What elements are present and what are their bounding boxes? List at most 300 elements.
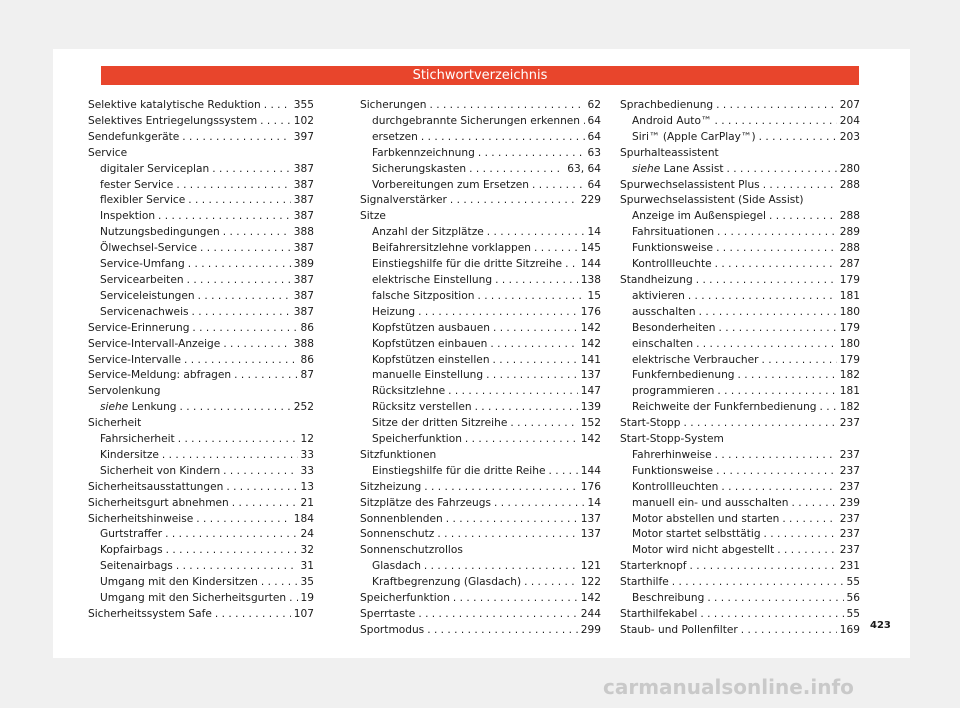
index-subentry xyxy=(620,496,860,512)
leader-dots xyxy=(715,257,837,273)
entry-page: 64 xyxy=(587,114,601,127)
leader-dots xyxy=(188,257,291,273)
index-heading: Service xyxy=(88,146,128,159)
index-entry xyxy=(88,337,314,353)
index-subentry xyxy=(620,289,860,305)
index-subentry xyxy=(360,416,601,432)
entry-page: 288 xyxy=(839,242,860,255)
index-entry xyxy=(88,130,314,146)
index-subentry xyxy=(620,337,860,353)
entry-label: durchgebrannte Sicherungen erkennen xyxy=(372,114,581,127)
index-subentry xyxy=(360,353,601,369)
entry-page: 397 xyxy=(293,130,314,143)
leader-dots xyxy=(699,305,837,321)
index-heading: Start-Stopp-System xyxy=(620,433,724,446)
entry-label: Sicherheitssystem Safe xyxy=(88,608,212,620)
leader-dots xyxy=(478,146,585,162)
entry-page: 21 xyxy=(300,496,314,509)
entry-page: 55 xyxy=(846,608,860,620)
index-subentry xyxy=(360,384,601,400)
leader-dots xyxy=(418,607,577,623)
entry-page: 231 xyxy=(839,560,860,573)
entry-page: 204 xyxy=(839,114,860,127)
leader-dots xyxy=(477,289,584,305)
entry-label: Servicearbeiten xyxy=(100,273,184,286)
leader-dots xyxy=(166,543,298,559)
entry-label: Fahrerhinweise xyxy=(632,448,712,461)
entry-page: 387 xyxy=(293,305,314,318)
leader-dots xyxy=(184,353,298,369)
entry-page: 14 xyxy=(587,496,601,509)
entry-label: Kraftbegrenzung (Glasdach) xyxy=(372,576,522,589)
leader-dots xyxy=(188,193,290,209)
leader-dots xyxy=(565,257,578,273)
leader-dots xyxy=(583,114,584,130)
index-subentry xyxy=(620,480,860,496)
entry-label: flexibler Service xyxy=(100,194,186,207)
index-subentry xyxy=(88,225,314,241)
entry-page: 237 xyxy=(839,544,860,557)
entry-page: 32 xyxy=(300,544,314,557)
index-subentry xyxy=(88,559,314,575)
entry-page: 237 xyxy=(839,417,860,430)
entry-label: digitaler Serviceplan xyxy=(100,162,210,175)
entry-label: Heizung xyxy=(372,305,416,318)
leader-dots xyxy=(469,162,564,178)
index-subentry xyxy=(360,241,601,257)
index-heading: Servolenkung xyxy=(88,385,161,398)
index-subentry xyxy=(360,464,601,480)
leader-dots xyxy=(490,337,577,353)
index-subentry xyxy=(620,353,860,369)
entry-label: manuell ein- und ausschalten xyxy=(632,496,789,509)
leader-dots xyxy=(716,98,837,114)
leader-dots xyxy=(493,353,578,369)
leader-dots xyxy=(486,368,578,384)
leader-dots xyxy=(223,225,291,241)
entry-label: Signalverstärker xyxy=(360,194,447,207)
index-entry xyxy=(620,623,860,639)
entry-label: Ölwechsel-Service xyxy=(100,242,197,255)
index-subentry xyxy=(620,241,860,257)
entry-page: 387 xyxy=(293,194,314,207)
entry-label: Service-Intervalle xyxy=(88,353,182,366)
leader-dots xyxy=(716,241,837,257)
entry-page: 289 xyxy=(839,226,860,239)
entry-label: Motor abstellen und starten xyxy=(632,512,780,525)
entry-label: Funkfernbedienung xyxy=(632,369,735,382)
leader-dots xyxy=(453,591,578,607)
leader-dots xyxy=(200,241,291,257)
entry-label: Selektives Entriegelungssystem xyxy=(88,114,258,127)
entry-page: 147 xyxy=(580,385,601,398)
entry-label: Sitzheizung xyxy=(360,480,422,493)
leader-dots xyxy=(762,353,837,369)
entry-page: 145 xyxy=(580,242,601,255)
entry-page: 121 xyxy=(580,560,601,573)
entry-page: 64 xyxy=(587,130,601,143)
entry-page: 142 xyxy=(580,592,601,605)
entry-label: Sitzplätze des Fahrzeugs xyxy=(360,496,491,509)
entry-page: 144 xyxy=(580,464,601,477)
index-subentry xyxy=(620,321,860,337)
entry-page: 142 xyxy=(580,433,601,446)
index-subentry xyxy=(88,448,314,464)
entry-label: Sonnenblenden xyxy=(360,512,443,525)
leader-dots xyxy=(707,591,843,607)
entry-prefix: siehe xyxy=(100,401,129,414)
entry-page: 19 xyxy=(300,592,314,605)
index-entry xyxy=(620,559,860,575)
entry-prefix: siehe xyxy=(632,162,661,175)
entry-label: Anzeige im Außenspiegel xyxy=(632,210,766,223)
entry-page: 244 xyxy=(580,608,601,620)
index-entry xyxy=(360,512,601,528)
section-header: Stichwortverzeichnis xyxy=(101,66,859,85)
leader-dots xyxy=(289,591,297,607)
index-entry xyxy=(88,321,314,337)
index-subentry xyxy=(88,273,314,289)
entry-label: Reichweite der Funkfernbedienung xyxy=(632,401,817,414)
entry-label: Starthilfe xyxy=(620,576,669,589)
leader-dots xyxy=(727,162,837,178)
entry-label: elektrische Einstellung xyxy=(372,273,493,286)
entry-page: 33 xyxy=(300,464,314,477)
entry-page: 181 xyxy=(839,385,860,398)
entry-label: Einstiegshilfe für die dritte Sitzreihe xyxy=(372,258,563,271)
entry-label: falsche Sitzposition xyxy=(372,289,475,302)
index-subentry xyxy=(620,448,860,464)
entry-label: Standheizung xyxy=(620,273,693,286)
entry-label: Sicherheit von Kindern xyxy=(100,464,221,477)
index-subentry xyxy=(88,464,314,480)
entry-page: 389 xyxy=(293,258,314,271)
leader-dots xyxy=(465,432,578,448)
index-subentry xyxy=(620,591,860,607)
leader-dots xyxy=(450,193,578,209)
index-subentry xyxy=(88,193,314,209)
index-heading: Sitze xyxy=(360,210,386,223)
index-entry xyxy=(360,623,601,639)
entry-label: Sitze der dritten Sitzreihe xyxy=(372,417,508,430)
entry-page: 237 xyxy=(839,512,860,525)
leader-dots xyxy=(196,512,290,528)
entry-page: 144 xyxy=(580,258,601,271)
entry-label: ausschalten xyxy=(632,305,696,318)
index-subentry xyxy=(620,114,860,130)
entry-label: Rücksitz verstellen xyxy=(372,401,472,414)
index-subentry xyxy=(360,225,601,241)
leader-dots xyxy=(715,448,837,464)
index-subentry xyxy=(620,527,860,543)
entry-label: Glasdach xyxy=(372,560,421,573)
entry-page: 179 xyxy=(839,321,860,334)
index-subentry xyxy=(360,559,601,575)
page-number: 423 xyxy=(870,620,891,631)
entry-page: 180 xyxy=(839,305,860,318)
index-heading: Spurwechselassistent (Side Assist) xyxy=(620,194,804,207)
index-subentry xyxy=(88,209,314,225)
leader-dots xyxy=(696,273,837,289)
index-entry xyxy=(88,353,314,369)
entry-page: 388 xyxy=(293,337,314,350)
entry-label: Beifahrersitzlehne vorklappen xyxy=(372,242,531,255)
leader-dots xyxy=(715,114,837,130)
index-subentry xyxy=(360,575,601,591)
entry-label: Sprachbedienung xyxy=(620,99,714,111)
entry-page: 287 xyxy=(839,258,860,271)
leader-dots xyxy=(763,178,837,194)
entry-label: Umgang mit den Kindersitzen xyxy=(100,576,258,589)
entry-page: 56 xyxy=(846,592,860,605)
index-subentry xyxy=(620,162,860,178)
index-entry xyxy=(620,607,860,623)
entry-page: 288 xyxy=(839,178,860,191)
leader-dots xyxy=(759,130,837,146)
index-subentry xyxy=(360,178,601,194)
entry-page: 31 xyxy=(300,560,314,573)
leader-dots xyxy=(446,512,578,528)
entry-label: Service-Meldung: abfragen xyxy=(88,369,232,382)
index-subentry xyxy=(88,543,314,559)
index-entry xyxy=(620,416,860,432)
entry-page: 141 xyxy=(580,353,601,366)
index-entry xyxy=(88,98,314,114)
leader-dots xyxy=(215,607,291,623)
leader-dots xyxy=(782,512,836,528)
watermark: carmanualsonline.info xyxy=(603,675,854,699)
leader-dots xyxy=(721,480,836,496)
leader-dots xyxy=(226,480,297,496)
leader-dots xyxy=(510,416,577,432)
index-subentry xyxy=(360,114,601,130)
leader-dots xyxy=(820,400,837,416)
entry-label: Vorbereitungen zum Ersetzen xyxy=(372,178,529,191)
leader-dots xyxy=(212,162,291,178)
entry-page: 137 xyxy=(580,369,601,382)
index-heading: Sonnenschutzrollos xyxy=(360,544,463,557)
entry-label: Kindersitze xyxy=(100,448,159,461)
index-subentry xyxy=(620,543,860,559)
index-subentry xyxy=(360,321,601,337)
index-column-3 xyxy=(620,98,860,639)
index-column-2 xyxy=(360,98,601,639)
index-subentry xyxy=(360,400,601,416)
entry-label: Sicherheitshinweise xyxy=(88,512,194,525)
index-subentry xyxy=(88,400,314,416)
entry-page: 122 xyxy=(580,576,601,589)
entry-label xyxy=(632,162,724,178)
entry-label: Kopfstützen ausbauen xyxy=(372,321,490,334)
index-entry xyxy=(88,512,314,528)
entry-page: 237 xyxy=(839,448,860,461)
entry-page: 176 xyxy=(580,480,601,493)
leader-dots xyxy=(696,337,837,353)
entry-label: aktivieren xyxy=(632,289,685,302)
index-heading: Sicherheit xyxy=(88,417,142,430)
index-entry xyxy=(88,368,314,384)
index-entry xyxy=(360,591,601,607)
leader-dots xyxy=(437,527,577,543)
leader-dots xyxy=(264,98,291,114)
entry-label: Seitenairbags xyxy=(100,560,173,573)
entry-label: Funktionsweise xyxy=(632,464,714,477)
index-subentry xyxy=(88,162,314,178)
entry-label: Kontrollleuchten xyxy=(632,480,719,493)
entry-page: 63 xyxy=(587,146,601,159)
index-subentry xyxy=(620,384,860,400)
leader-dots xyxy=(261,575,298,591)
leader-dots xyxy=(180,400,291,416)
entry-page: 142 xyxy=(580,321,601,334)
entry-page: 299 xyxy=(580,623,601,636)
index-subentry xyxy=(620,305,860,321)
index-subentry xyxy=(88,432,314,448)
leader-dots xyxy=(532,178,585,194)
index-subentry xyxy=(360,289,601,305)
index-subentry xyxy=(88,591,314,607)
entry-label: Service-Erinnerung xyxy=(88,321,190,334)
entry-label: Android Auto™ xyxy=(632,114,712,127)
index-subentry xyxy=(88,527,314,543)
leader-dots xyxy=(424,559,578,575)
leader-dots xyxy=(223,337,290,353)
index-subentry xyxy=(360,305,601,321)
leader-dots xyxy=(260,114,291,130)
entry-label: Fahrsicherheit xyxy=(100,433,175,446)
index-entry xyxy=(88,607,314,623)
index-subentry xyxy=(360,432,601,448)
leader-dots xyxy=(418,305,578,321)
entry-label: Anzahl der Sitzplätze xyxy=(372,226,484,239)
entry-page: 138 xyxy=(580,273,601,286)
index-subentry xyxy=(360,130,601,146)
entry-page: 237 xyxy=(839,528,860,541)
entry-label: Kopfairbags xyxy=(100,544,163,557)
entry-page: 182 xyxy=(839,369,860,382)
entry-page: 86 xyxy=(300,353,314,366)
index-entry xyxy=(620,273,860,289)
index-entry xyxy=(360,496,601,512)
entry-page: 152 xyxy=(580,417,601,430)
index-subentry xyxy=(620,209,860,225)
entry-label: einschalten xyxy=(632,337,694,350)
entry-label: elektrische Verbraucher xyxy=(632,353,759,366)
entry-page: 24 xyxy=(300,528,314,541)
entry-label: manuelle Einstellung xyxy=(372,369,484,382)
entry-label: Kopfstützen einstellen xyxy=(372,353,490,366)
entry-page: 64 xyxy=(587,178,601,191)
leader-dots xyxy=(769,209,837,225)
leader-dots xyxy=(165,527,297,543)
entry-label: Funktionsweise xyxy=(632,242,714,255)
entry-page: 180 xyxy=(839,337,860,350)
entry-page: 179 xyxy=(839,273,860,286)
index-entry xyxy=(88,496,314,512)
entry-page: 252 xyxy=(293,401,314,414)
entry-label: Serviceleistungen xyxy=(100,289,195,302)
index-heading: Spurhalteassistent xyxy=(620,146,719,159)
entry-page: 55 xyxy=(846,576,860,589)
index-column-1 xyxy=(88,98,314,623)
leader-dots xyxy=(718,321,836,337)
index-entry xyxy=(620,98,860,114)
leader-dots xyxy=(187,273,291,289)
leader-dots xyxy=(192,321,297,337)
entry-page: 239 xyxy=(839,496,860,509)
entry-label-text: Lenkung xyxy=(131,401,177,414)
entry-page: 387 xyxy=(293,242,314,255)
entry-label: Sendefunkgeräte xyxy=(88,130,180,143)
entry-label: Start-Stopp xyxy=(620,417,681,430)
leader-dots xyxy=(495,273,578,289)
index-subentry xyxy=(88,241,314,257)
entry-label: Kontrollleuchte xyxy=(632,258,712,271)
entry-label: Sportmodus xyxy=(360,623,425,636)
entry-label: Einstiegshilfe für die dritte Reihe xyxy=(372,464,546,477)
entry-page: 107 xyxy=(293,608,314,620)
entry-label: Gurtstraffer xyxy=(100,528,163,541)
index-entry xyxy=(360,607,601,623)
entry-label: Sperrtaste xyxy=(360,608,416,620)
index-subentry xyxy=(360,337,601,353)
leader-dots xyxy=(777,543,837,559)
leader-dots xyxy=(700,607,843,623)
entry-label: Inspektion xyxy=(100,210,156,223)
leader-dots xyxy=(684,416,837,432)
entry-label: Sonnenschutz xyxy=(360,528,435,541)
entry-label: Fahrsituationen xyxy=(632,226,715,239)
leader-dots xyxy=(176,559,298,575)
leader-dots xyxy=(475,400,578,416)
entry-label: fester Service xyxy=(100,178,174,191)
entry-page: 387 xyxy=(293,273,314,286)
leader-dots xyxy=(672,575,844,591)
index-subentry xyxy=(88,575,314,591)
entry-page: 87 xyxy=(300,369,314,382)
index-subentry xyxy=(620,257,860,273)
index-heading: Sitzfunktionen xyxy=(360,448,437,461)
leader-dots xyxy=(741,623,837,639)
entry-label: Rücksitzlehne xyxy=(372,385,446,398)
leader-dots xyxy=(182,130,291,146)
leader-dots xyxy=(424,480,577,496)
entry-page: 237 xyxy=(839,480,860,493)
index-subentry xyxy=(360,368,601,384)
index-subentry xyxy=(620,512,860,528)
entry-page: 237 xyxy=(839,464,860,477)
entry-page: 207 xyxy=(839,99,860,111)
entry-page: 203 xyxy=(839,130,860,143)
entry-label: Spurwechselassistent Plus xyxy=(620,178,760,191)
index-subentry xyxy=(88,305,314,321)
index-subentry xyxy=(360,146,601,162)
leader-dots xyxy=(717,225,837,241)
index-subentry xyxy=(88,289,314,305)
entry-page: 137 xyxy=(580,512,601,525)
leader-dots xyxy=(738,368,837,384)
entry-page: 14 xyxy=(587,226,601,239)
leader-dots xyxy=(792,496,837,512)
entry-label: Besonderheiten xyxy=(632,321,716,334)
entry-page: 179 xyxy=(839,353,860,366)
leader-dots xyxy=(716,464,837,480)
entry-page: 62 xyxy=(587,99,601,111)
index-entry xyxy=(360,98,601,114)
entry-label: Farbkennzeichnung xyxy=(372,146,475,159)
leader-dots xyxy=(158,209,291,225)
entry-label: Siri™ (Apple CarPlay™) xyxy=(632,130,756,143)
